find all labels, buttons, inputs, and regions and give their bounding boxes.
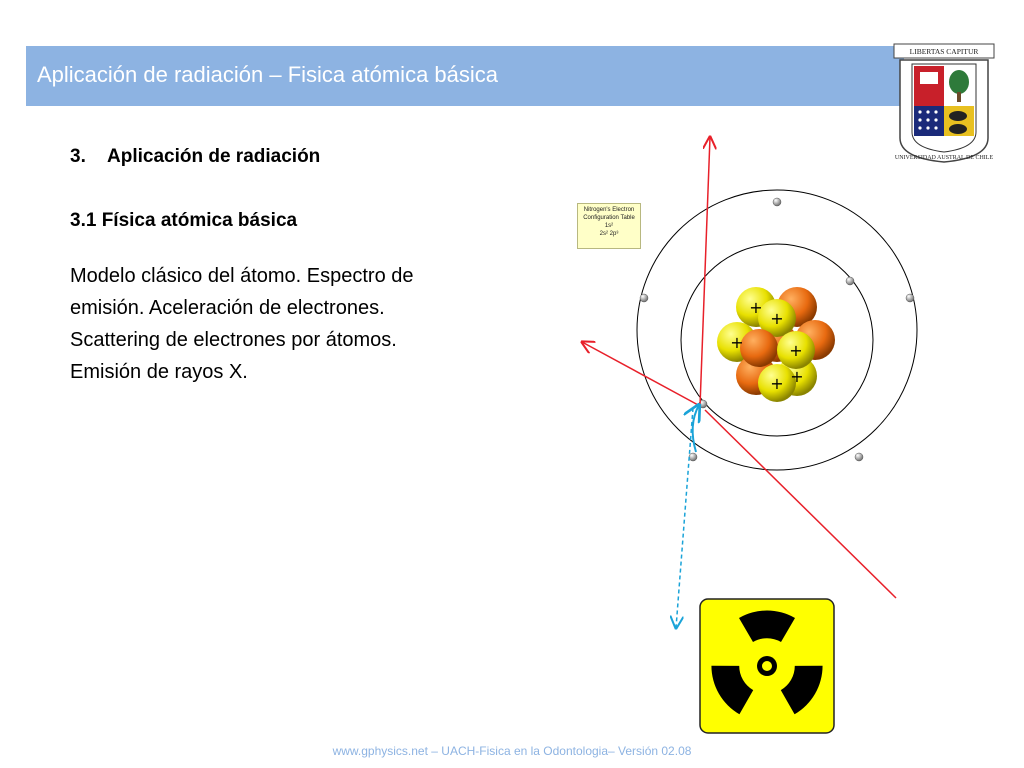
incoming-electron-arrow (705, 410, 896, 598)
subsection-title: 3.1 Física atómica básica (70, 210, 298, 231)
crest-ring-text: UNIVERSIDAD AUSTRAL DE CHILE (894, 155, 994, 161)
config-table-row-1: 1s² (604, 223, 614, 229)
svg-text:+: + (789, 341, 803, 360)
photon-path-dashed (676, 408, 693, 628)
body-line-3: Scattering de electrones por átomos. (70, 329, 397, 351)
svg-text:+: + (749, 298, 763, 317)
config-table-title-1: Nitrogen's Electron (583, 207, 635, 213)
svg-text:+: + (790, 367, 804, 386)
svg-text:+: + (770, 374, 784, 393)
config-table-row-2: 2s² 2p³ (599, 231, 619, 237)
body-line-1: Modelo clásico del átomo. Espectro de (70, 265, 414, 287)
title-bar (26, 46, 904, 106)
config-table-title-2: Configuration Table (583, 215, 635, 221)
page-title: Aplicación de radiación – Fisica atómica básica (37, 62, 499, 87)
body-line-2: emisión. Aceleración de electrones. (70, 297, 385, 319)
svg-text:+: + (730, 333, 744, 352)
section-number: 3. (70, 146, 86, 167)
atom-diagram (560, 130, 920, 630)
radiation-hazard-icon (699, 598, 835, 734)
xray-emission-arrow (693, 405, 699, 452)
content-area (70, 144, 510, 388)
footer-text: www.gphysics.net – UACH-Fisica en la Odontologia– Versión 02.08 (332, 744, 692, 758)
body-line-4: Emisión de rayos X. (70, 361, 248, 383)
scattered-left-arrow (582, 342, 700, 406)
section-heading (70, 144, 510, 170)
crest-motto: LIBERTAS CAPITUR (909, 47, 979, 56)
svg-text:+: + (770, 309, 784, 328)
section-title: Aplicación de radiación (107, 146, 321, 167)
scattered-up-arrow (700, 137, 710, 406)
